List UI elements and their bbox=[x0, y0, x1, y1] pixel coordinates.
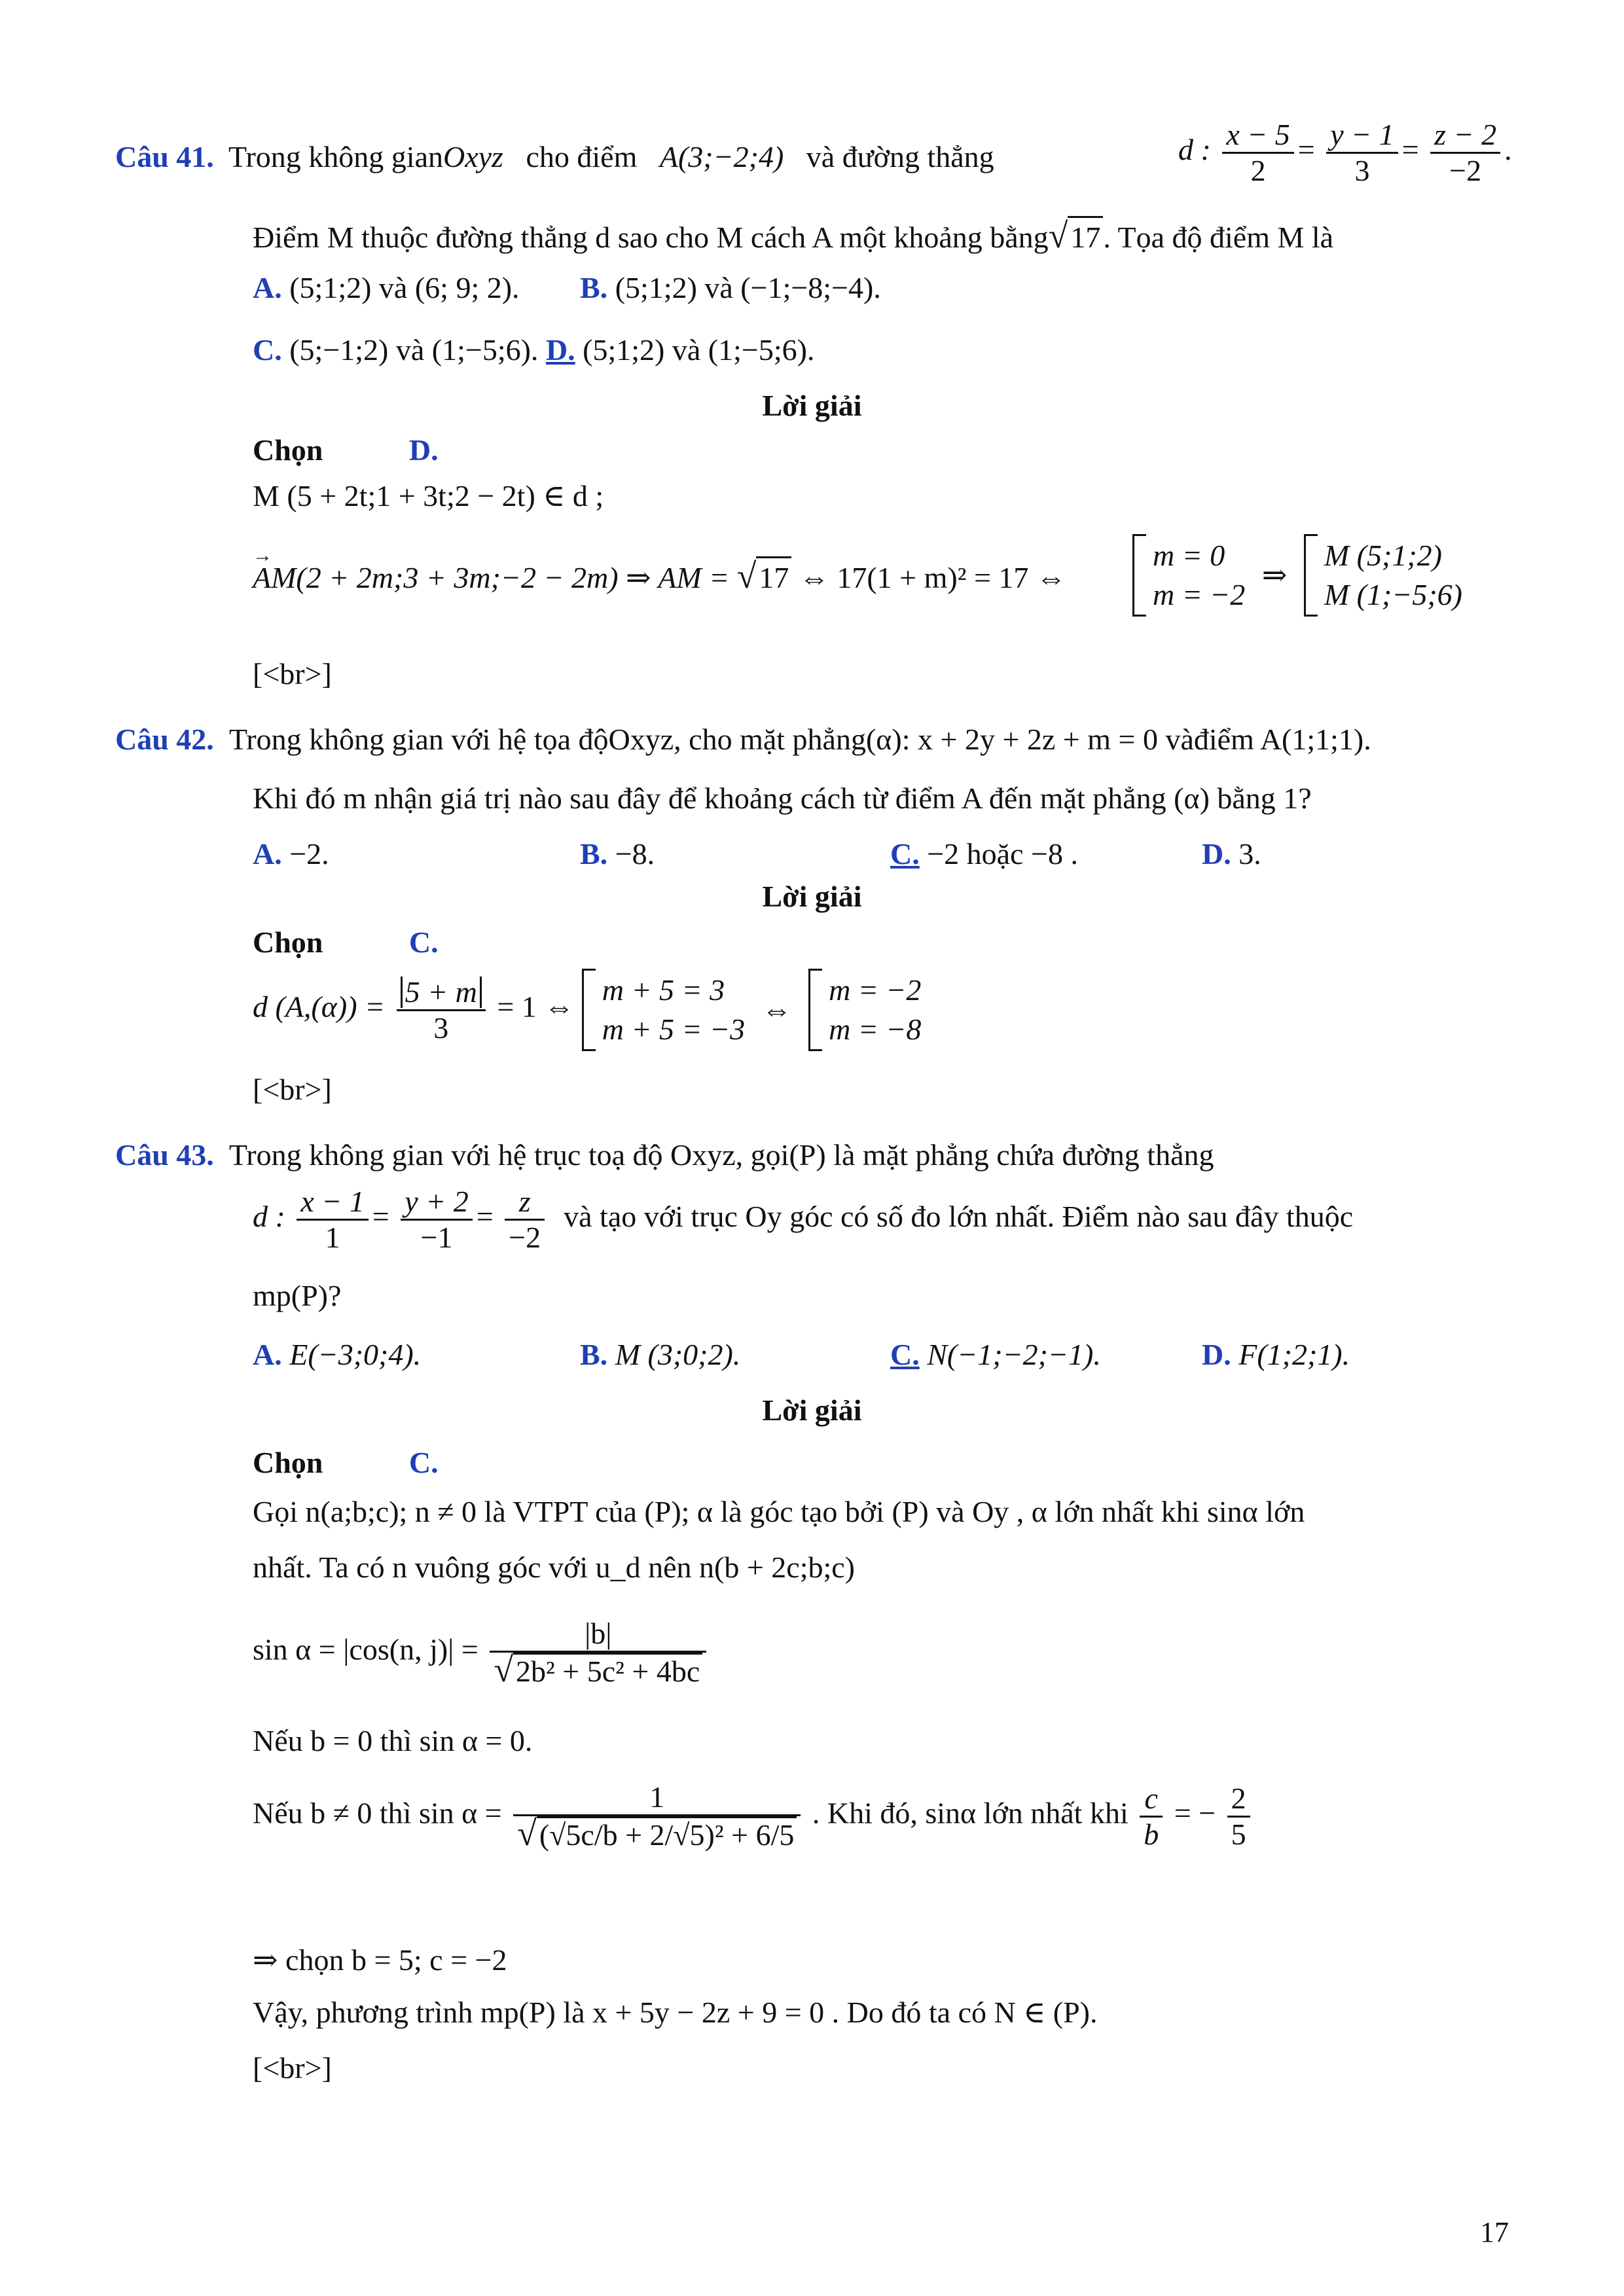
q42-optC bbox=[890, 834, 1078, 874]
q42-line1 bbox=[115, 720, 1371, 759]
q43-optD bbox=[1202, 1335, 1350, 1374]
q42-result-list bbox=[829, 971, 921, 1049]
q43-choose-values: ⇒ chọn b = 5; c = −2 bbox=[253, 1943, 507, 1977]
q42-solution-heading: Lời giải bbox=[762, 880, 862, 913]
q43-br: [<br>] bbox=[253, 2051, 332, 2085]
q43-cb-frac: $\frac{c}{b}$ bbox=[1140, 1782, 1163, 1852]
q41-step1: M (5 + 2t;1 + 3t;2 − 2t) ∈ d ; bbox=[253, 479, 604, 512]
q43-line2-text: và tạo với trục Oy góc có số đo lớn nhất. Điểm nào sau đây thuộc bbox=[564, 1200, 1354, 1234]
q41-label: Câu 41. bbox=[115, 140, 214, 173]
q41-case1: m = 0 bbox=[1153, 539, 1225, 572]
q41-chosen: D. bbox=[408, 433, 439, 467]
q41-text3: và đường thẳng bbox=[806, 140, 994, 173]
q41-opt-row1b bbox=[580, 268, 881, 308]
q43-optD-text[interactable]: F(1;2;1). bbox=[1238, 1338, 1350, 1371]
q41-optA-label[interactable]: A. bbox=[253, 271, 282, 304]
q42-label: Câu 42. bbox=[115, 723, 214, 756]
q41-optA[interactable]: (5;1;2) và (6; 9; 2). bbox=[289, 271, 520, 304]
q43-g1: Gọi n(a;b;c); n ≠ 0 là VTPT của (P); α là góc tạo bởi (P) và Oy , α lớn nhất khi sinα lớn bbox=[253, 1495, 1305, 1528]
q41-vector-AM: → AM bbox=[253, 558, 296, 598]
q42-optD-text[interactable]: 3. bbox=[1238, 837, 1261, 870]
q43-optB bbox=[580, 1335, 740, 1374]
q42-step bbox=[253, 969, 921, 1051]
q41-frac3: $\frac{z - 2}{-2}$ bbox=[1430, 118, 1500, 188]
q43-frac2: $\frac{y + 2}{-1}$ bbox=[401, 1185, 472, 1255]
q42-optA bbox=[253, 834, 329, 874]
q41-result2: M (1;−5;6) bbox=[1324, 578, 1462, 611]
q43-dlabel: d : bbox=[253, 1200, 285, 1234]
q43-cb-eq: = − bbox=[1174, 1796, 1216, 1830]
q43-sin-left: sin α = |cos(n, j)| = bbox=[253, 1632, 486, 1666]
q43-line3: mp(P)? bbox=[253, 1279, 342, 1312]
q42-choose-label: Chọn bbox=[253, 925, 323, 959]
q41-step2-b: (2 + 2m;3 + 3m;−2 − 2m) ⇒ AM = bbox=[296, 561, 737, 594]
q43-choose bbox=[253, 1443, 439, 1482]
q41-dlabel: d : bbox=[1178, 133, 1211, 167]
q43-n2-frac: $\frac{1}{\text{√(√5c/b + 2/√5)² + 6/5}}$ bbox=[513, 1780, 801, 1852]
q43-line1-text: Trong không gian với hệ trục toạ độ Oxyz, gọi(P) là mặt phẳng chứa đường thẳng bbox=[228, 1138, 1214, 1172]
q42-line1-text: Trong không gian với hệ tọa độOxyz, cho mặt phẳng(α): x + 2y + 2z + m = 0 vàđiểm A(1;1;1). bbox=[228, 723, 1371, 756]
q43-optC-text[interactable]: N(−1;−2;−1). bbox=[927, 1338, 1101, 1371]
q43-frac1: $\frac{x - 1}{1}$ bbox=[297, 1185, 368, 1255]
q41-optB-label[interactable]: B. bbox=[580, 271, 608, 304]
q41-bracket2 bbox=[1304, 534, 1318, 617]
q43-cb2-frac: $\frac{2}{5}$ bbox=[1227, 1782, 1250, 1852]
q42-optD-label[interactable]: D. bbox=[1202, 837, 1231, 870]
q41-line1 bbox=[115, 137, 994, 177]
q41-pointA: A(3;−2;4) bbox=[659, 140, 784, 173]
q41-line2: Điểm M thuộc đường thẳng d sao cho M cách A một khoảng bằng√17. Tọa độ điểm M là bbox=[253, 216, 1333, 257]
q42-optA-text[interactable]: −2. bbox=[289, 837, 329, 870]
q42-distance: d (A,(α)) = bbox=[253, 990, 393, 1024]
q43-conclusion: Vậy, phương trình mp(P) là x + 5y − 2z + 9 = 0 . Do đó ta có N ∈ (P). bbox=[253, 1996, 1098, 2029]
q41-frac2: $\frac{y - 1}{3}$ bbox=[1326, 118, 1398, 188]
q43-n2 bbox=[253, 1780, 1254, 1852]
q42-line2: Khi đó m nhận giá trị nào sau đây để khoảng cách từ điểm A đến mặt phẳng (α) bằng 1? bbox=[253, 781, 1312, 815]
q43-optC-label[interactable]: C. bbox=[890, 1338, 920, 1371]
q43-choose-label: Chọn bbox=[253, 1446, 323, 1479]
q41-result1: M (5;1;2) bbox=[1324, 539, 1442, 572]
q43-optB-label[interactable]: B. bbox=[580, 1338, 608, 1371]
q41-text1: Trong không gian bbox=[228, 140, 443, 173]
q42-br: [<br>] bbox=[253, 1073, 332, 1106]
q41-step2: → AM(2 + 2m;3 + 3m;−2 − 2m) ⇒ AM = √17 ⇔ 17(1 + m)² = 17 ⇔ bbox=[253, 556, 1066, 598]
q43-n1: Nếu b = 0 thì sin α = 0. bbox=[253, 1724, 533, 1757]
q42-choose bbox=[253, 923, 439, 962]
q41-arrow: ⇒ bbox=[1261, 558, 1288, 592]
q43-frac3: $\frac{z}{-2}$ bbox=[505, 1185, 545, 1255]
q41-choose-label: Chọn bbox=[253, 433, 323, 467]
q41-line-equation: d : $\frac{x - 5}{2}$ = $\frac{y - 1}{3}$ = $\frac{z - 2}{-2}$ . bbox=[1178, 118, 1512, 187]
q42-eq: = 1 ⇔ bbox=[497, 990, 575, 1024]
q41-step2-sqrt: 17 bbox=[756, 556, 791, 598]
q42-chosen: C. bbox=[408, 925, 439, 959]
q43-optC bbox=[890, 1335, 1101, 1374]
q41-cases bbox=[1132, 534, 1462, 617]
q41-oxyz: Oxyz bbox=[442, 140, 503, 173]
q41-line2-text: Điểm M thuộc đường thẳng d sao cho M cách A một khoảng bằng bbox=[253, 221, 1049, 254]
q41-optB[interactable]: (5;1;2) và (−1;−8;−4). bbox=[615, 271, 881, 304]
q43-line2: d : $\frac{x - 1}{1}$ = $\frac{y + 2}{-1}$ = $\frac{z}{-2}$ và tạo với trục Oy góc có số đo lớn nhất. Điểm nào sau đây thuộc bbox=[253, 1185, 1354, 1254]
q41-step2-d: ⇔ 17(1 + m)² = 17 ⇔ bbox=[791, 561, 1066, 594]
q41-optD[interactable]: (5;1;2) và (1;−5;6). bbox=[583, 333, 815, 367]
q41-case-list bbox=[1153, 536, 1245, 615]
q41-sqrt17: 17 bbox=[1068, 216, 1103, 257]
q42-bracket2 bbox=[808, 969, 822, 1051]
q41-choose bbox=[253, 431, 439, 470]
q41-case2: m = −2 bbox=[1153, 578, 1246, 611]
q41-br: [<br>] bbox=[253, 657, 332, 691]
q41-result-list bbox=[1324, 536, 1462, 615]
q41-optC-label[interactable]: C. bbox=[253, 333, 282, 367]
q42-optB-text[interactable]: −8. bbox=[615, 837, 655, 870]
q42-arrow: ⇔ bbox=[761, 993, 792, 1026]
q43-chosen: C. bbox=[408, 1446, 439, 1479]
q42-case-list bbox=[602, 971, 745, 1049]
q43-sin-frac: $\frac{|b|}{\text{√2b² + 5c² + 4bc}}$ bbox=[490, 1617, 706, 1689]
q43-line1 bbox=[115, 1136, 1214, 1175]
q41-line2-end: . Tọa độ điểm M là bbox=[1103, 221, 1334, 254]
q42-case1: m + 5 = 3 bbox=[602, 973, 725, 1007]
q43-optA-text[interactable]: E(−3;0;4). bbox=[289, 1338, 422, 1371]
q43-g2: nhất. Ta có n vuông góc với u_d nên n(b + 2c;b;c) bbox=[253, 1551, 855, 1584]
q41-bracket1 bbox=[1132, 534, 1146, 617]
q41-text2: cho điểm bbox=[526, 140, 638, 173]
q43-optA bbox=[253, 1335, 421, 1374]
q43-optD-label[interactable]: D. bbox=[1202, 1338, 1231, 1371]
q42-bracket1 bbox=[582, 969, 596, 1051]
q41-opt-row2 bbox=[253, 331, 814, 370]
q42-case2: m + 5 = −3 bbox=[602, 1013, 746, 1046]
page-number: 17 bbox=[1480, 2216, 1509, 2248]
q42-optB bbox=[580, 834, 655, 874]
q43-optA-label[interactable]: A. bbox=[253, 1338, 282, 1371]
q43-optB-text[interactable]: M (3;0;2). bbox=[615, 1338, 741, 1371]
q41-solution-heading: Lời giải bbox=[762, 389, 862, 422]
q43-n2-mid: . Khi đó, sinα lớn nhất khi bbox=[812, 1796, 1128, 1830]
q42-result1: m = −2 bbox=[829, 973, 922, 1007]
q43-label: Câu 43. bbox=[115, 1138, 214, 1172]
q42-result2: m = −8 bbox=[829, 1013, 922, 1046]
q41-optD-label[interactable]: D. bbox=[545, 333, 575, 367]
q42-optB-label[interactable]: B. bbox=[580, 837, 608, 870]
q43-sin bbox=[253, 1617, 710, 1689]
q42-frac: $\frac{5 + m}{3}$ bbox=[397, 975, 486, 1045]
q41-opt-row1 bbox=[253, 268, 520, 308]
q42-optC-label[interactable]: C. bbox=[890, 837, 920, 870]
q41-frac1: $\frac{x - 5}{2}$ bbox=[1222, 118, 1293, 188]
q41-optC[interactable]: (5;−1;2) và (1;−5;6). bbox=[289, 333, 539, 367]
q42-optA-label[interactable]: A. bbox=[253, 837, 282, 870]
q43-solution-heading: Lời giải bbox=[762, 1393, 862, 1427]
q43-n2-left: Nếu b ≠ 0 thì sin α = bbox=[253, 1796, 510, 1830]
q42-optC-text[interactable]: −2 hoặc −8 . bbox=[927, 837, 1078, 870]
q42-optD bbox=[1202, 834, 1261, 874]
